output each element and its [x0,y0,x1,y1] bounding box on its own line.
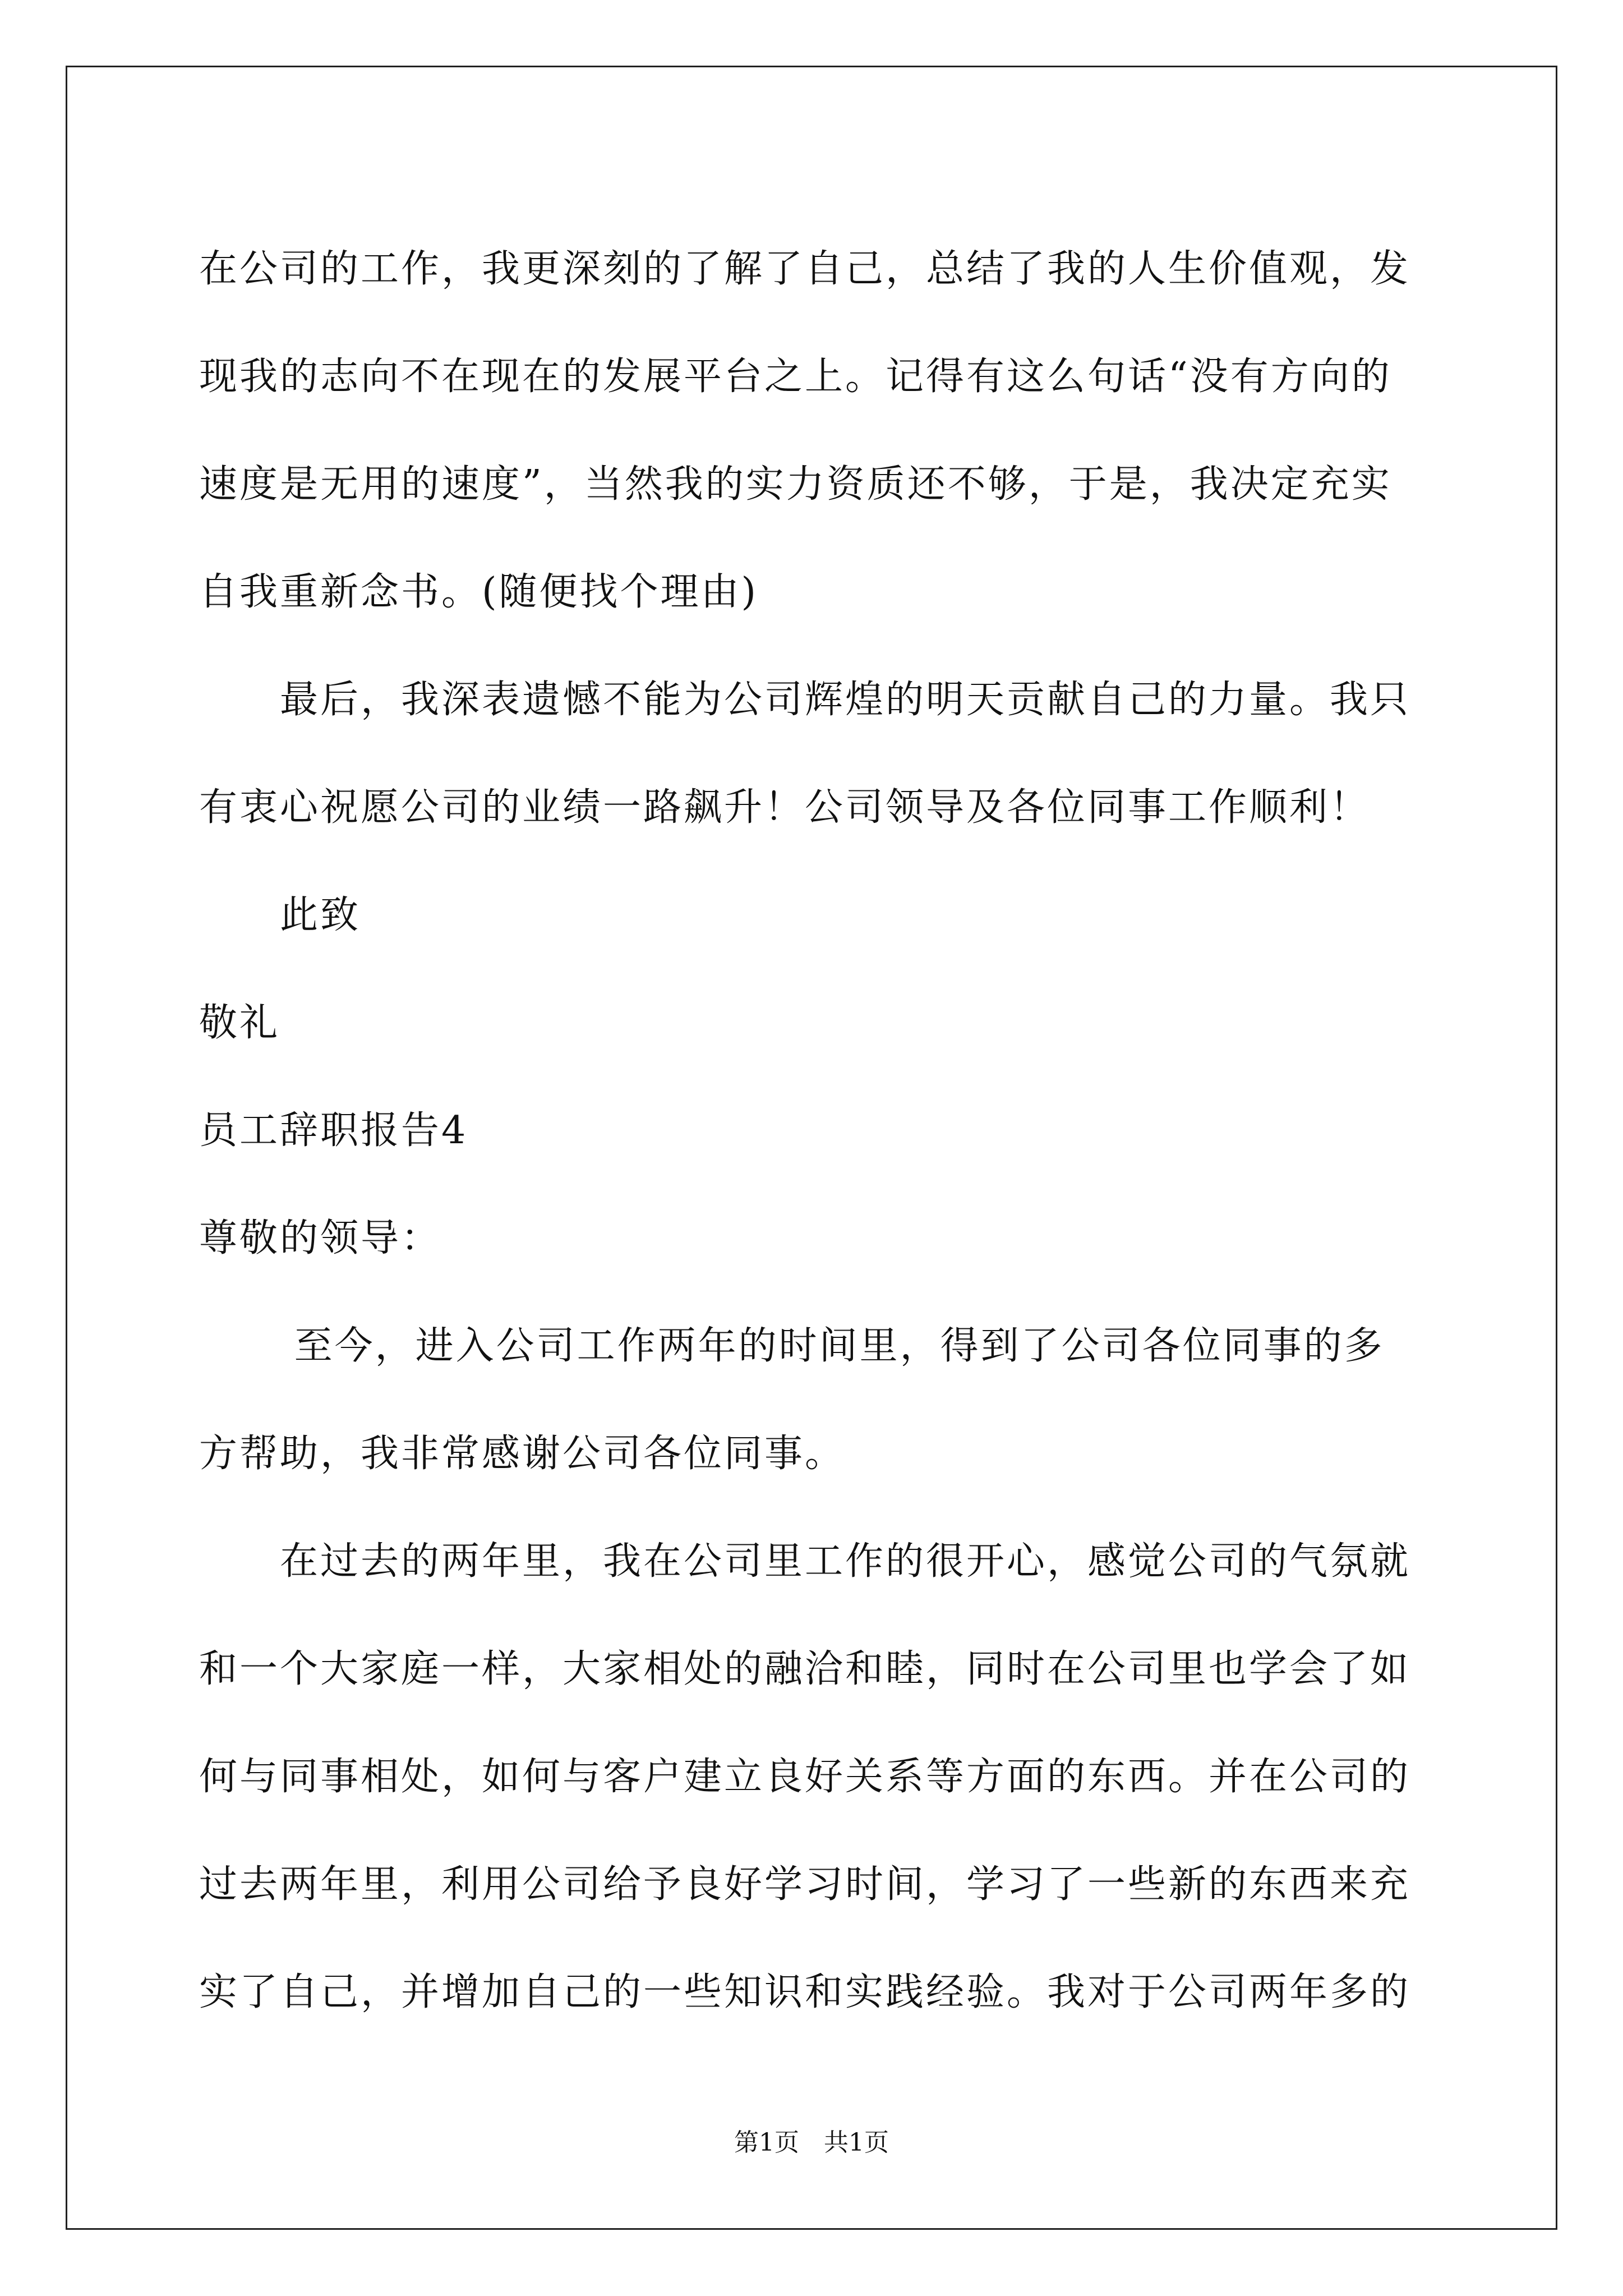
salutation-cizhi: 此致 [199,893,361,937]
document-body [199,215,1422,2046]
section-heading: 员工辞职报告4 [199,1108,468,1153]
paragraph-continuation: 在公司的工作，我更深刻的了解了自己，总结了我的人生价值观，发现我的志向不在现在的发展平台之上。记得有这么句话“没有方向的速度是无用的速度”，当然我的实力资质还不够，于是，我决定充实自我重新念书。(随便找个理由) [199,247,1411,614]
letter-greeting: 尊敬的领导： [199,1216,442,1260]
page-number-footer: 第1页 共1页 [734,2128,889,2157]
salutation-jingli: 敬礼 [199,1001,280,1045]
paragraph-thanks: 至今，进入公司工作两年的时间里，得到了公司各位同事的多方帮助，我非常感谢公司各位同事。 [199,1324,1385,1476]
paragraph-two-years: 在过去的两年里，我在公司里工作的很开心，感觉公司的气氛就和一个大家庭一样，大家相处的融洽和睦，同时在公司里也学会了如何与同事相处，如何与客户建立良好关系等方面的东西。并在公司的过去两年里，利用公司给予良好学习时间，学习了一些新的东西来充实了自己，并增加自己的一些知识和实践经验。我对于公司两年多的 [199,1539,1411,2014]
paragraph-closing-regret: 最后，我深表遗憾不能为公司辉煌的明天贡献自己的力量。我只有衷心祝愿公司的业绩一路飙升！公司领导及各位同事工作顺利！ [199,678,1411,830]
